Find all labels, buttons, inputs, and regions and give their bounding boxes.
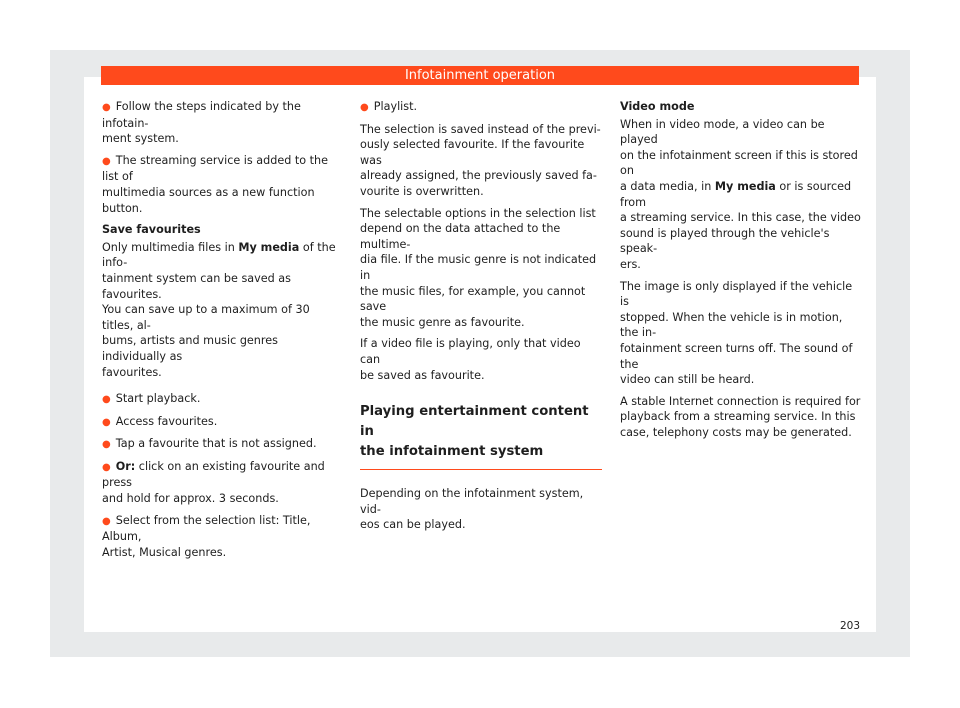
depending-paragraph: Depending on the infotainment system, vid- eos can be played. — [360, 487, 584, 532]
bullet-icon: ● — [102, 102, 111, 113]
save-favourites-heading: Save favourites — [102, 223, 201, 237]
bullet-icon: ● — [102, 439, 111, 451]
section-title-bar — [101, 66, 859, 85]
image-displayed-paragraph: The image is only displayed if the vehicle is stopped. When the vehicle is in motion, the in- fotainment screen turns off. The sound of the video can still be heard. — [620, 279, 853, 387]
selectable-options-paragraph: The selectable options in the selection list depend on the data attached to the multime- dia file. If the music genre is not indicated in the music files, for example, you cannot save the music genre as favourite. — [360, 206, 597, 329]
internet-connection-paragraph: A stable Internet connection is required for playback from a streaming service. In this case, telephony costs may be generated. — [620, 394, 861, 439]
bullet-icon: ● — [102, 515, 111, 527]
step-tap-favourite: ● Tap a favourite that is not assigned. — [102, 437, 317, 451]
step-access-favourites: ● Access favourites. — [102, 414, 218, 428]
bullet-icon: ● — [102, 394, 111, 406]
column-1 — [102, 99, 344, 566]
bullet-icon: ● — [102, 461, 111, 473]
bullet-streaming-added: ● The streaming service is added to the list of multimedia sources as a new function button. — [102, 153, 329, 215]
bullet-icon: ● — [102, 416, 111, 428]
section-heading-entertainment: Playing entertainment content in the infotainment system — [360, 402, 602, 470]
column-2 — [360, 99, 602, 539]
section-title: Infotainment operation — [404, 68, 556, 83]
video-file-paragraph: If a video file is playing, only that video can be saved as favourite. — [360, 337, 581, 382]
video-mode-paragraph: When in video mode, a video can be played on the infotainment screen if this is stored on a data media, in My media or is sourced from a streaming service. In this case, the video sound is played through the vehicle's speak- ers. — [620, 117, 861, 271]
step-press-hold: ● Or: click on an existing favourite and press and hold for approx. 3 seconds. — [102, 459, 325, 506]
selection-saved-paragraph: The selection is saved instead of the previ- ously selected favourite. If the favourite was already assigned, the previously saved fa- vourite is overwritten. — [360, 122, 601, 198]
bullet-icon: ● — [102, 155, 111, 167]
bullet-icon: ● — [360, 102, 369, 113]
step-select-list: ● Select from the selection list: Title, Album, Artist, Musical genres. — [102, 513, 311, 559]
bullet-follow-steps: ● Follow the steps indicated by the infotain- ment system. — [102, 100, 301, 146]
video-mode-heading: Video mode — [620, 100, 695, 113]
step-start-playback: ● Start playback. — [102, 392, 201, 406]
page-number: 203 — [840, 620, 861, 632]
bullet-playlist: ● Playlist. — [360, 100, 418, 113]
column-3 — [620, 99, 862, 446]
save-favourites-paragraph: Only multimedia files in My media of the info- tainment system can be saved as favourites. You can save up to a maximum of 30 titles, al- bums, artists and music genres individually as favourites. — [102, 240, 336, 379]
